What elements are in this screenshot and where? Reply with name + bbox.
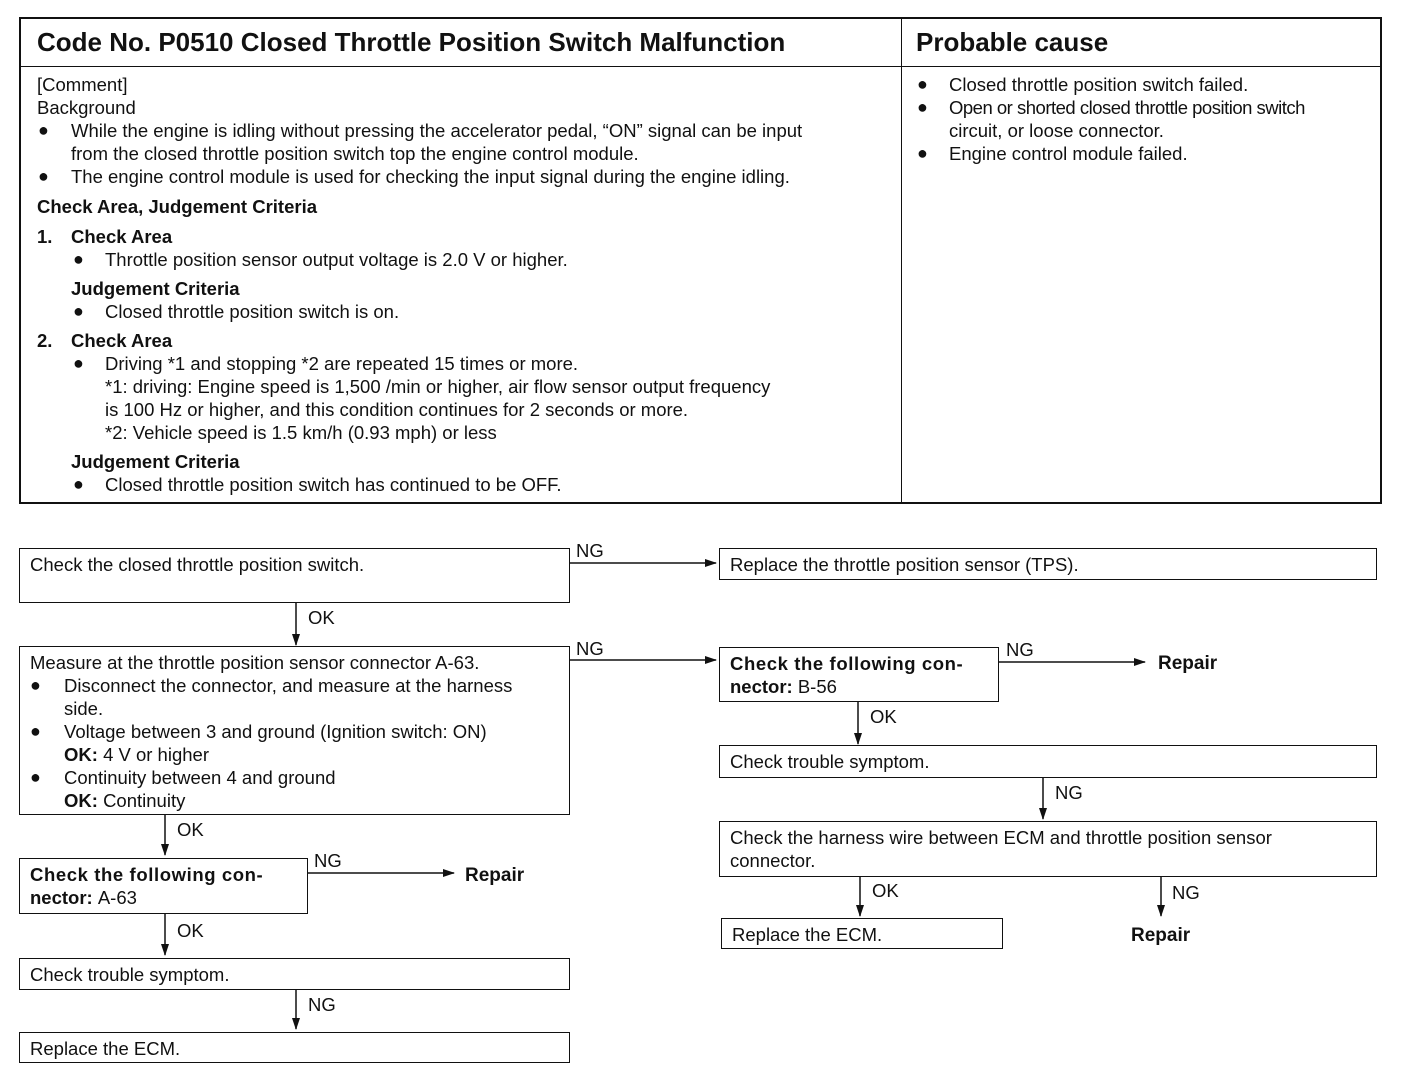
- cause-title: Probable cause: [916, 27, 1109, 57]
- ok-label: OK: [177, 920, 204, 941]
- measure-b2: Voltage between 3 and ground (Ignition switch: ON): [64, 721, 487, 742]
- step-check-symptom-left: [19, 958, 570, 990]
- c1-area-item: Throttle position sensor output voltage is 2.0 V or higher.: [105, 249, 568, 270]
- bullet-icon: ●: [38, 120, 49, 140]
- c2-judge-label: Judgement Criteria: [71, 451, 240, 472]
- step-replace-ecm-right: [721, 918, 1003, 949]
- step-check-symptom-right-text: Check trouble symptom.: [730, 751, 930, 772]
- step-check-symptom-right: [719, 745, 1377, 778]
- code-title: Code No. P0510 Closed Throttle Position Switch Malfunction: [37, 27, 786, 57]
- bg2: The engine control module is used for checking the input signal during the engine idling.: [71, 166, 790, 187]
- c1-area-label: Check Area: [71, 226, 173, 247]
- measure-b2-ok-value: 4 V or higher: [103, 744, 209, 765]
- check-heading: Check Area, Judgement Criteria: [37, 196, 317, 217]
- bullet-icon: ●: [30, 767, 41, 787]
- measure-b1-line2: side.: [64, 698, 104, 719]
- c1-judge-label: Judgement Criteria: [71, 278, 240, 299]
- bg1-line1: While the engine is idling without pressing the accelerator pedal, “ON” signal can be input: [71, 120, 803, 141]
- bullet-icon: ●: [917, 97, 928, 117]
- step-check-harness: [719, 821, 1377, 877]
- c2-note1-line1: *1: driving: Engine speed is 1,500 /min or higher, air flow sensor output frequency: [105, 376, 771, 397]
- c2-judge-item: Closed throttle position switch has continued to be OFF.: [105, 474, 562, 495]
- bullet-icon: ●: [38, 166, 49, 186]
- b56-line1: Check the following con-: [730, 653, 964, 674]
- bg1-line2: from the closed throttle position switch top the engine control module.: [71, 143, 639, 164]
- step-replace-tps-text: Replace the throttle position sensor (TPS).: [730, 554, 1079, 575]
- background-label: Background: [37, 97, 136, 118]
- bullet-icon: ●: [73, 301, 84, 321]
- ng-label: NG: [314, 850, 342, 871]
- repair-label: Repair: [1131, 925, 1191, 946]
- cause2-line2: circuit, or loose connector.: [949, 120, 1164, 141]
- cause1: Closed throttle position switch failed.: [949, 74, 1249, 95]
- measure-title: Measure at the throttle position sensor connector A-63.: [30, 652, 480, 673]
- c1-judge-item: Closed throttle position switch is on.: [105, 301, 400, 322]
- bullet-icon: ●: [917, 143, 928, 163]
- harness-line2: connector.: [730, 850, 816, 871]
- step-replace-ecm-left-text: Replace the ECM.: [30, 1038, 181, 1059]
- step-replace-ecm-left: [19, 1032, 570, 1063]
- step-replace-ecm-right-text: Replace the ECM.: [732, 924, 883, 945]
- step-check-switch-text: Check the closed throttle position switch.: [30, 554, 365, 575]
- ng-label: NG: [576, 540, 604, 561]
- a63-line1: Check the following con-: [30, 864, 264, 885]
- c2-note1-line2: is 100 Hz or higher, and this condition continues for 2 seconds or more.: [105, 399, 689, 420]
- ng-label: NG: [1172, 882, 1200, 903]
- ng-label: NG: [576, 638, 604, 659]
- ok-label: OK:: [64, 744, 98, 765]
- bullet-icon: ●: [73, 474, 84, 494]
- c2-area-label: Check Area: [71, 330, 173, 351]
- b56-line2-label: nector:: [730, 676, 793, 697]
- step-replace-tps: [719, 548, 1377, 580]
- a63-line2-value: A-63: [97, 887, 137, 908]
- ok-label: OK: [872, 880, 899, 901]
- b56-line2-value: B-56: [797, 676, 837, 697]
- repair-label: Repair: [465, 865, 525, 886]
- ok-label: OK: [308, 607, 335, 628]
- measure-b1-line1: Disconnect the connector, and measure at the harness: [64, 675, 513, 696]
- bullet-icon: ●: [73, 353, 84, 373]
- ok-label: OK: [177, 819, 204, 840]
- measure-b3: Continuity between 4 and ground: [64, 767, 336, 788]
- harness-line1: Check the harness wire between ECM and throttle position sensor: [730, 827, 1272, 848]
- c2-num: 2.: [37, 330, 53, 351]
- c1-num: 1.: [37, 226, 53, 247]
- ok-label: OK:: [64, 790, 98, 811]
- a63-line2-label: nector:: [30, 887, 93, 908]
- bullet-icon: ●: [73, 249, 84, 269]
- ng-label: NG: [1006, 639, 1034, 660]
- measure-b3-ok-value: Continuity: [103, 790, 186, 811]
- bullet-icon: ●: [30, 721, 41, 741]
- ng-label: NG: [308, 994, 336, 1015]
- c2-item: Driving *1 and stopping *2 are repeated 15 times or more.: [105, 353, 579, 374]
- bullet-icon: ●: [30, 675, 41, 695]
- step-check-symptom-left-text: Check trouble symptom.: [30, 964, 230, 985]
- repair-label: Repair: [1158, 653, 1218, 674]
- ok-label: OK: [870, 706, 897, 727]
- step-measure-connector: [19, 646, 570, 815]
- c2-note2: *2: Vehicle speed is 1.5 km/h (0.93 mph) or less: [105, 422, 497, 443]
- step-check-switch: [19, 548, 570, 603]
- step-check-connector-a63: [19, 858, 308, 914]
- cause2-line1: Open or shorted closed throttle position switch: [949, 97, 1305, 118]
- comment-label: [Comment]: [37, 74, 128, 95]
- step-check-connector-b56: [719, 647, 999, 702]
- ng-label: NG: [1055, 782, 1083, 803]
- cause3: Engine control module failed.: [949, 143, 1188, 164]
- bullet-icon: ●: [917, 74, 928, 94]
